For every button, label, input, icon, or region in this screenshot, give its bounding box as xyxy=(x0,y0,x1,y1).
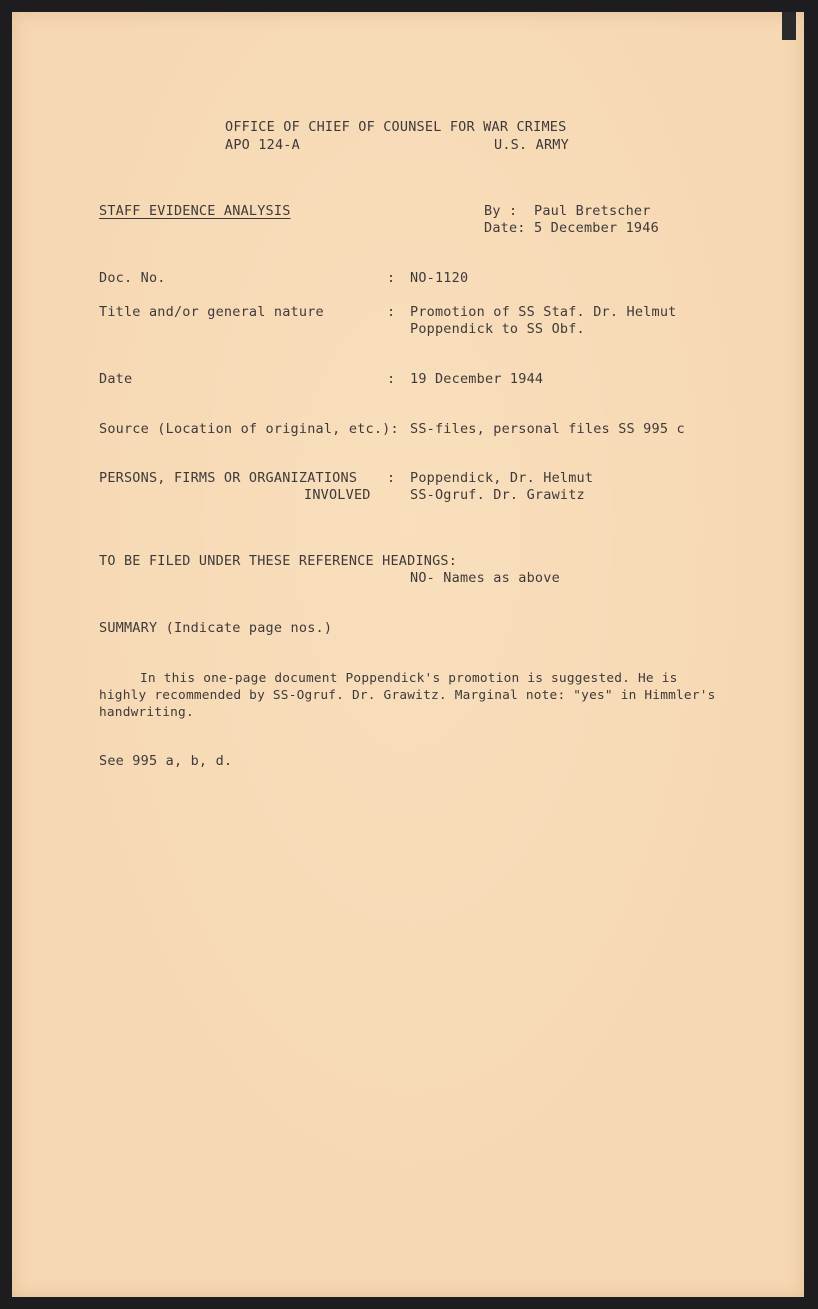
summary-line-2: highly recommended by SS-Ogruf. Dr. Grawitz. Marginal note: "yes" in Himmler's xyxy=(99,688,716,703)
doc-no-colon: : xyxy=(387,270,396,286)
source-label: Source (Location of original, etc.): xyxy=(99,421,399,437)
title-value-line-2: Poppendick to SS Obf. xyxy=(410,321,585,337)
persons-colon: : xyxy=(387,470,396,486)
summary-heading: SUMMARY (Indicate page nos.) xyxy=(99,620,333,636)
title-label: Title and/or general nature xyxy=(99,304,324,320)
persons-label-line-1: PERSONS, FIRMS OR ORGANIZATIONS xyxy=(99,470,358,486)
filing-value: NO- Names as above xyxy=(410,570,560,586)
persons-value-line-2: SS-Ogruf. Dr. Grawitz xyxy=(410,487,585,503)
analysis-date-value: 5 December 1946 xyxy=(534,220,659,236)
doc-no-value: NO-1120 xyxy=(410,270,469,286)
by-label: By : xyxy=(484,203,518,219)
staff-evidence-heading: STAFF EVIDENCE ANALYSIS xyxy=(99,203,291,219)
title-value-line-1: Promotion of SS Staf. Dr. Helmut xyxy=(410,304,677,320)
persons-value-line-1: Poppendick, Dr. Helmut xyxy=(410,470,594,486)
filing-heading: TO BE FILED UNDER THESE REFERENCE HEADINGS: xyxy=(99,553,458,569)
title-colon: : xyxy=(387,304,396,320)
summary-line-1: In this one-page document Poppendick's promotion is suggested. He is xyxy=(140,671,678,686)
date-label: Date xyxy=(99,371,133,387)
persons-label-line-2: INVOLVED xyxy=(304,487,371,503)
see-also-reference: See 995 a, b, d. xyxy=(99,753,233,769)
apo-number: APO 124-A xyxy=(225,137,300,153)
army-label: U.S. ARMY xyxy=(494,137,569,153)
date-value: 19 December 1944 xyxy=(410,371,544,387)
document-page xyxy=(12,12,804,1297)
doc-no-label: Doc. No. xyxy=(99,270,166,286)
source-value: SS-files, personal files SS 995 c xyxy=(410,421,685,437)
analysis-date-label: Date: xyxy=(484,220,526,236)
office-heading: OFFICE OF CHIEF OF COUNSEL FOR WAR CRIMES xyxy=(225,119,567,135)
by-value: Paul Bretscher xyxy=(534,203,651,219)
page-corner-tab xyxy=(782,12,796,40)
date-colon: : xyxy=(387,371,396,387)
summary-line-3: handwriting. xyxy=(99,705,194,720)
